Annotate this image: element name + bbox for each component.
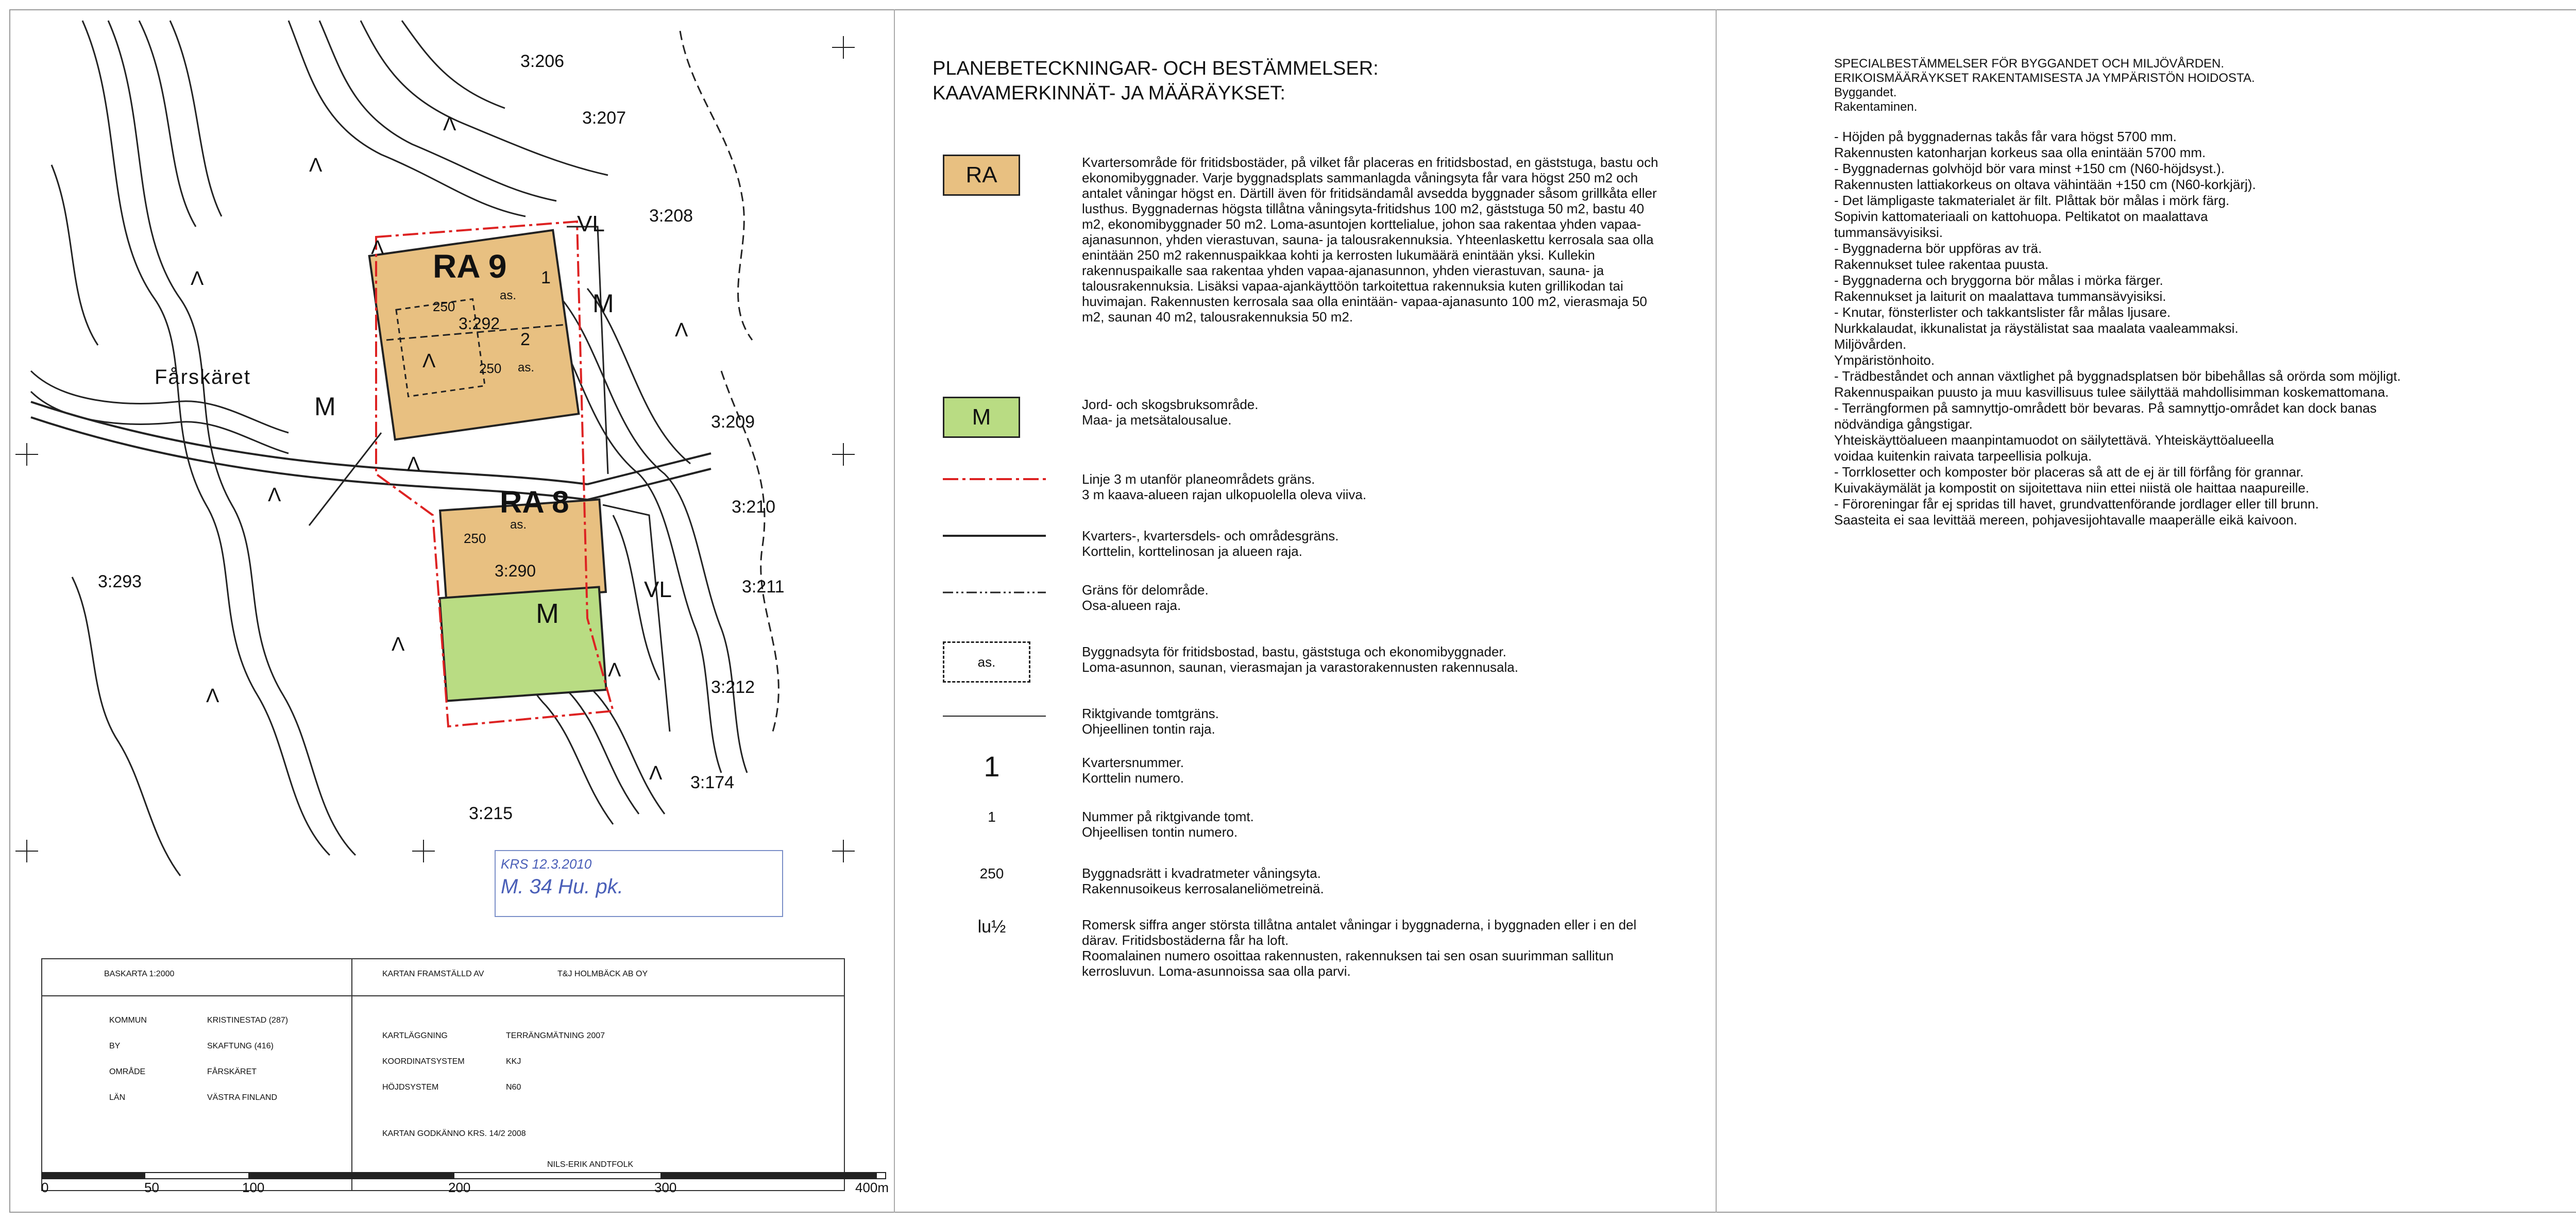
place-name: Fårskäret (155, 366, 251, 388)
plot-label: 3:293 (98, 572, 142, 591)
plot-label: 3:211 (742, 577, 785, 597)
scale-label: 400m (855, 1180, 889, 1195)
map-signer: NILS-ERIK ANDTFOLK (547, 1160, 634, 1169)
m-symbol: M (943, 397, 1020, 438)
info-value: KKJ (506, 1057, 521, 1066)
tree-mark: Λ (268, 484, 281, 506)
zone-label: VL (644, 577, 672, 602)
special-regulations: - Höjden på byggnadernas takås får vara högst 5700 mm. Rakennusten katonharjan korkeus saa olla enintään 5700 mm. - Byggnadernas golvhöjd bör vara minst +150 cm (N60-höjdsyst.). Rakennusten lattiakorkeus on oltava vähintään +150 cm (N60-korkjärj). - Det lämpligaste takmaterialet är filt. Plåttak bör målas i mörk färg. Sopivin kattomateriaali on kattohuopa. Peltikatot on maalattava tummansävyisiksi. - Byggnaderna bör uppföras av trä. Rakennukset tulee rakentaa puusta. - Byggnaderna och bryggorna bör målas i mörka färger. Rakennukset ja laiturit on maalattava tummansävyisiksi. - Knutar, fönsterlister och takkantslister får målas ljusare. Nurkkalaudat, ikkunalistat ja räystälistat saa maalata vaaleammaksi. Miljövården. Ympäristönhoito. - Trädbeståndet och annan växtlighet på byggnadsplatsen bör bibehållas så orörda som möjligt. Rakennuspaikan puusto ja muu kasvillisuus tulee säilyttää mahdollisimman koskemattomana. - Terrängformen på samnyttjo-områdett bör bevaras. På samnyttjo-området kan dock banas nödvändiga gångstigar. Yhteiskäyttöalueen maanpintamuodot on säilytettävä. Yhteiskäyttöalueella voidaa kuitenkin raivata tarpeellisia polkuja. - Torrklosetter och komposter bör placeras så att de ej är till förfång för grannar. Kuivakäymälät ja kompostit on sijoitettava niin ettei niistä ole haittaa naapureille. - Föroreningar får ej spridas till havet, grundvattenförande jordlager eller till brunn. Saasteita ei saa levittää mereen, pohjavesijohtavalle maaperälle eikä kaivoon. (1834, 129, 2401, 528)
legend-item-text: Linje 3 m utanför planeområdets gräns. 3 m kaava-alueen rajan ulkopuolella oleva viiva. (1082, 471, 1367, 502)
map-maker-label: KARTAN FRAMSTÄLLD AV (382, 970, 484, 978)
map-maker: T&J HOLMBÄCK AB OY (557, 970, 648, 978)
stamp-date: KRS 12.3.2010 (501, 856, 592, 872)
legend-item-text: Byggnadsyta för fritidsbostad, bastu, gäststuga och ekonomibyggnader. Loma-asunnon, saunan, vierasmajan ja varastorakennusten rakennusala. (1082, 644, 1518, 675)
area-label: 250 (433, 299, 455, 314)
info-value: KRISTINESTAD (287) (207, 1016, 289, 1025)
signature: M. 34 Hu. pk. (501, 875, 623, 898)
scale-label: 300 (654, 1180, 677, 1195)
floor-area-symbol: 250 (979, 865, 1004, 881)
zone-label: VL (577, 211, 605, 236)
info-key: KARTLÄGGNING (382, 1031, 448, 1040)
storeys-symbol: lu½ (977, 917, 1006, 937)
as-label: as. (500, 288, 517, 302)
plot-number: 2 (520, 330, 530, 349)
zone-label: M (536, 598, 559, 629)
legend-item-text: Gräns för delområde. Osa-alueen raja. (1082, 582, 1209, 613)
info-key: HÖJDSYSTEM (382, 1083, 439, 1092)
legend-title-fi: KAAVAMERKINNÄT- JA MÄÄRÄYKSET: (933, 82, 1285, 104)
tree-mark: Λ (608, 659, 621, 681)
plot-label: 3:290 (495, 562, 536, 580)
area-label: 250 (464, 531, 486, 546)
info-value: SKAFTUNG (416) (207, 1042, 274, 1050)
as-symbol: as. (943, 641, 1030, 683)
tree-mark: Λ (206, 685, 219, 707)
tree-mark: Λ (371, 237, 384, 259)
map-approved: KARTAN GODKÄNNO KRS. 14/2 2008 (382, 1129, 526, 1138)
tree-mark: Λ (443, 113, 456, 135)
ra-description: Kvartersområde för fritidsbostäder, på vilket får placeras en fritidsbostad, en gäststuga, bastu och ekonomibyggnader. Varje byggnadsplats sammanlagda våningsyta får vara högst 250 m2 och antalet våningar högst en. Därtill även för fritidsändamål avsedda byggnader såsom grillkåta eller lusthus. Byggnadernas högsta tillåtna våningsyta-fritidshus 100 m2, gäststuga 50 m2, bastu 40 m2, ekonomibyggnader 50 m2. Loma-asuntojen korttelialue, johon saa rakentaa yhden vapaa-ajanasunnon, yhden vierastuvan, sauna- ja talousrakennuksia. Yhteenlaskettu kerrosala saa olla enintään 250 m2 rakennuspaikkaa kohti ja kerrosten lukumäärä enintään yksi. Kullekin rakennuspaikalle saa rakentaa yhden vapaa-ajanasunnon, yhden vierastuvan, sauna- ja talousrakennuksia. Lisäksi vapaa-ajankäyttöön tarkoitettua rakennuksia kuten grillikodan tai huvimajan. Rakennusten kerrosala saa olla enintään- vapaa-ajanasunto 100 m2, vierasmaja 50 m2, saunan 40 m2, talousrakennuksia 50 m2. (1082, 155, 1658, 325)
quarter-number-symbol: 1 (984, 750, 1000, 783)
plot-label: 3:207 (582, 108, 626, 128)
tree-mark: Λ (309, 155, 323, 176)
tree-mark: Λ (191, 268, 204, 290)
scale-label: 200 (448, 1180, 471, 1195)
fold-line (1716, 9, 1717, 1213)
plot-number-symbol: 1 (988, 809, 996, 825)
plot-label: 3:209 (711, 412, 755, 432)
info-key: KOMMUN (109, 1016, 147, 1025)
info-key: KOORDINATSYSTEM (382, 1057, 465, 1066)
special-header: SPECIALBESTÄMMELSER FÖR BYGGANDET OCH MILJÖVÅRDEN. ERIKOISMÄÄRÄYKSET RAKENTAMISESTA JA YMPÄRISTÖN HOIDOSTA. Byggandet. Rakentaminen. (1834, 57, 2255, 114)
tree-mark: Λ (675, 319, 688, 341)
plot-label: 3:212 (711, 677, 755, 697)
as-label: as. (510, 518, 527, 532)
scale-label: 100 (242, 1180, 265, 1195)
info-key: LÄN (109, 1093, 126, 1102)
info-key: BY (109, 1042, 121, 1050)
legend-item-text: Romersk siffra anger största tillåtna antalet våningar i byggnaderna, i byggnaden eller i en del därav. Fritidsbostäderna får ha loft. Roomalainen numero osoittaa rakennusten, rakennuksen tai sen osan suurimman sallitun kerrosluvun. Loma-asunnoissa saa olla parvi. (1082, 917, 1637, 979)
tree-mark: Λ (392, 634, 405, 655)
scale-label: 50 (144, 1180, 159, 1195)
info-value: N60 (506, 1083, 521, 1092)
info-value: TERRÄNGMÄTNING 2007 (506, 1031, 605, 1040)
info-key: OMRÅDE (109, 1067, 146, 1076)
quarter-code: RA 9 (433, 248, 507, 285)
plot-label: 3:215 (469, 804, 513, 823)
baskarta: BASKARTA 1:2000 (104, 970, 175, 978)
zone-label: M (314, 392, 336, 421)
legend-item-text: Kvartersnummer. Korttelin numero. (1082, 755, 1184, 786)
scale-label: 0 (41, 1180, 49, 1195)
plot-label: 3:174 (690, 773, 735, 792)
scale-bar (41, 1172, 886, 1179)
tree-mark: Λ (407, 453, 420, 475)
area-label: 250 (479, 361, 502, 376)
plan-map (21, 10, 886, 953)
fold-line (894, 9, 895, 1213)
legend-item-text: Kvarters-, kvartersdels- och områdesgräns. Korttelin, korttelinosan ja alueen raja. (1082, 528, 1339, 559)
info-value: FÅRSKÄRET (207, 1067, 257, 1076)
ra-symbol: RA (943, 155, 1020, 196)
info-value: VÄSTRA FINLAND (207, 1093, 278, 1102)
tree-mark: Λ (422, 350, 436, 372)
map-info-table (41, 958, 845, 1191)
as-label: as. (518, 361, 535, 375)
plot-number: 1 (541, 268, 551, 287)
approval-stamp (495, 850, 783, 917)
m-description: Jord- och skogsbruksområde. Maa- ja metsätalousalue. (1082, 397, 1259, 428)
plot-label: 3:206 (520, 52, 565, 71)
legend-line-symbols (943, 464, 1046, 721)
legend-item-text: Riktgivande tomtgräns. Ohjeellinen tontin raja. (1082, 706, 1219, 737)
legend-item-text: Nummer på riktgivande tomt. Ohjeellisen tontin numero. (1082, 809, 1254, 840)
plot-label: 3:208 (649, 206, 693, 226)
quarter-code: RA 8 (500, 485, 569, 519)
zone-label: M (592, 289, 614, 318)
plot-label: 3:210 (732, 497, 776, 517)
legend-item-text: Byggnadsrätt i kvadratmeter våningsyta. Rakennusoikeus kerrosalaneliömetreinä. (1082, 865, 1324, 896)
legend-title-sv: PLANEBETECKNINGAR- OCH BESTÄMMELSER: (933, 58, 1379, 79)
tree-mark: Λ (649, 762, 663, 784)
plot-label: 3:292 (459, 314, 500, 333)
